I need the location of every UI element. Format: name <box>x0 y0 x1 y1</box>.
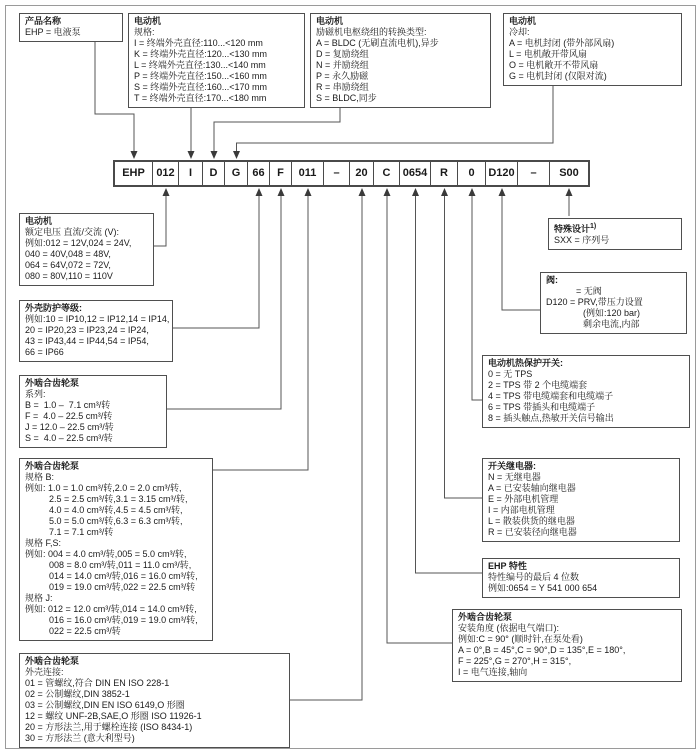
box-product-name <box>19 13 123 42</box>
code-cell-winding: D <box>203 162 225 185</box>
box-line: 冷却: <box>509 27 530 37</box>
code-cell-ip: 66 <box>248 162 270 185</box>
box-title: 电动机 <box>316 16 344 26</box>
code-cell-housing: 20 <box>350 162 374 185</box>
box-line: 019 = 19.0 cm³/转,022 = 22.5 cm³/转 <box>49 582 196 592</box>
box-line: P = 永久励磁 <box>316 71 369 81</box>
box-line: T = 终端外壳直径:170...<180 mm <box>134 93 267 103</box>
box-line: 系列: <box>25 389 46 399</box>
box-line: 008 = 8.0 cm³/转,011 = 11.0 cm³/转, <box>49 560 192 570</box>
box-title: 外啮合齿轮泵 <box>25 656 80 666</box>
code-cell-valve: D120 <box>486 162 518 185</box>
box-line: E = 外部电机管理 <box>488 494 559 504</box>
box-title: 阀: <box>546 275 558 285</box>
box-line: 30 = 方形法兰 (意大利型号) <box>25 733 135 743</box>
box-lines <box>25 314 170 358</box>
box-line: S = 终端外壳直径:160...<170 mm <box>134 82 268 92</box>
box-line: 7.1 = 7.1 cm³/转 <box>49 527 114 537</box>
connector-size-to-011 <box>208 196 308 470</box>
connector-series-to-f <box>162 196 281 409</box>
box-lines <box>25 389 161 444</box>
box-line: A = 0°,B = 45°,C = 90°,D = 135°,E = 180°, <box>458 645 626 655</box>
box-line: I = 内部电机管理 <box>488 505 555 515</box>
box-title: 外啮合齿轮泵 <box>25 461 80 471</box>
code-cell-special: S00 <box>550 162 588 185</box>
box-motor-size <box>128 13 305 108</box>
box-line: P = 终端外壳直径:150...<160 mm <box>134 71 267 81</box>
box-lines <box>488 472 674 538</box>
box-pump-size <box>19 458 213 641</box>
box-motor-winding <box>310 13 491 108</box>
box-title: 电动机 <box>134 16 162 26</box>
connector-valve-to-d120 <box>502 196 543 310</box>
box-lines <box>488 572 674 594</box>
code-cell-angle: C <box>374 162 400 185</box>
box-title: 外啮合齿轮泵 <box>25 378 80 388</box>
box-line: 规格 F,S: <box>25 538 62 548</box>
code-cell-tps: 0 <box>458 162 486 185</box>
box-line: 额定电压 直流/交流 (V): <box>25 227 119 237</box>
box-line: 特性编号的最后 4 位数 <box>488 572 580 582</box>
box-line: SXX = 序列号 <box>554 235 610 245</box>
box-lines <box>25 27 117 38</box>
box-line: S = 4.0 – 22.5 cm³/转 <box>25 433 113 443</box>
box-line: L = 终端外壳直径:130...<140 mm <box>134 60 266 70</box>
box-thermal-switch <box>482 355 690 428</box>
box-line: J = 12.0 – 22.5 cm³/转 <box>25 422 114 432</box>
box-line: D = 复励绕组 <box>316 49 369 59</box>
box-line: 064 = 64V,072 = 72V, <box>25 260 111 270</box>
box-lines <box>488 369 684 424</box>
box-housing-connection <box>19 653 290 748</box>
code-cell-pump-size: 011 <box>292 162 324 185</box>
box-lines <box>509 27 676 82</box>
box-lines <box>25 227 148 282</box>
box-line: A = 电机封闭 (带外部风扇) <box>509 38 615 48</box>
footnote-marker: 1) <box>590 223 597 230</box>
box-line: 安装角度 (依据电气端口): <box>458 623 559 633</box>
box-line: N = 并励绕组 <box>316 60 369 70</box>
box-line: 例如:C = 90° (顺时针,在泵处看) <box>458 634 583 644</box>
box-line: 0 = 无 TPS <box>488 369 533 379</box>
box-line: G = 电机封闭 (仅限对流) <box>509 71 607 81</box>
box-title-text: 特殊设计 <box>554 224 591 234</box>
box-line: R = 串励绕组 <box>316 82 369 92</box>
box-line: I = 终端外壳直径:110...<120 mm <box>134 38 263 48</box>
box-line: 12 = 螺纹 UNF-2B,SAE,O 形圈 ISO 11926-1 <box>25 711 202 721</box>
box-line: = 无阀 <box>576 286 602 296</box>
box-line: 5.0 = 5.0 cm³/转,6.3 = 6.3 cm³/转, <box>49 516 183 526</box>
box-line: 20 = IP20,23 = IP23,24 = IP24, <box>25 325 149 335</box>
box-lines <box>554 235 676 246</box>
code-cell-characteristic: 0654 <box>400 162 431 185</box>
box-line: 例如:10 = IP10,12 = IP12,14 = IP14, <box>25 314 170 324</box>
box-line: 6 = TPS 带插头和电缆端子 <box>488 402 596 412</box>
box-line: (例如:120 bar) <box>583 308 641 318</box>
box-lines <box>316 27 485 104</box>
box-special-design <box>548 218 682 250</box>
box-line: A = BLDC (无刷直流电机),异步 <box>316 38 439 48</box>
box-line: 例如:0654 = Y 541 000 654 <box>488 583 598 593</box>
box-ehp-characteristic <box>482 558 680 598</box>
box-line: L = 电机敞开带风扇 <box>509 49 587 59</box>
box-line: D120 = PRV,带压力设置 <box>546 297 643 307</box>
box-line: F = 225°,G = 270°,H = 315°, <box>458 656 572 666</box>
box-line: 例如: 012 = 12.0 cm³/转,014 = 14.0 cm³/转, <box>25 604 197 614</box>
code-cell-motor-size: I <box>179 162 203 185</box>
box-title: 外壳防护等级: <box>25 303 82 313</box>
box-title: EHP 特性 <box>488 561 527 571</box>
box-line: 规格 B: <box>25 472 55 482</box>
box-line: 016 = 16.0 cm³/转,019 = 19.0 cm³/转, <box>49 615 198 625</box>
box-line: 例如:012 = 12V,024 = 24V, <box>25 238 132 248</box>
box-line: 2.5 = 2.5 cm³/转,3.1 = 3.15 cm³/转, <box>49 494 188 504</box>
box-line: 66 = IP66 <box>25 347 64 357</box>
code-cell-product: EHP <box>115 162 153 185</box>
box-line: 外壳连接: <box>25 667 64 677</box>
box-line: 03 = 公制螺纹,DIN EN ISO 6149,O 形圈 <box>25 700 185 710</box>
box-line: R = 已安装径向继电器 <box>488 527 577 537</box>
box-title: 电动机热保护开关: <box>488 358 563 368</box>
box-line: 4.0 = 4.0 cm³/转,4.5 = 4.5 cm³/转, <box>49 505 183 515</box>
ordering-code-row <box>113 160 590 187</box>
box-line: 例如: 1.0 = 1.0 cm³/转,2.0 = 2.0 cm³/转, <box>25 483 182 493</box>
box-line: F = 4.0 – 22.5 cm³/转 <box>25 411 113 421</box>
box-line: L = 散装供货的继电器 <box>488 516 575 526</box>
box-line: EHP = 电液泵 <box>25 27 81 37</box>
box-line: 040 = 40V,048 = 48V, <box>25 249 111 259</box>
box-line: 规格: <box>134 27 155 37</box>
code-cell-cooling: G <box>225 162 248 185</box>
box-line: 剩余电流,内部 <box>583 319 640 329</box>
box-ip-rating <box>19 300 173 362</box>
box-line: 01 = 管螺纹,符合 DIN EN ISO 228-1 <box>25 678 170 688</box>
box-mounting-angle <box>452 609 682 682</box>
box-line: 例如: 004 = 4.0 cm³/转,005 = 5.0 cm³/转, <box>25 549 187 559</box>
box-lines <box>134 27 299 104</box>
box-line: K = 终端外壳直径:120...<130 mm <box>134 49 268 59</box>
box-line: 02 = 公制螺纹,DIN 3852-1 <box>25 689 130 699</box>
box-line: 4 = TPS 带电缆端套和电缆端子 <box>488 391 614 401</box>
box-line: 8 = 插头触点,热敏开关信号输出 <box>488 413 614 423</box>
box-line: B = 1.0 – 7.1 cm³/转 <box>25 400 111 410</box>
code-cell-dash-2: – <box>518 162 550 185</box>
box-valve <box>540 272 687 334</box>
box-line: 43 = IP43,44 = IP44,54 = IP54, <box>25 336 149 346</box>
connector-ip-to-66 <box>168 196 259 328</box>
box-line: 规格 J: <box>25 593 53 603</box>
box-line: I = 电气连接,轴向 <box>458 667 528 677</box>
box-title: 电动机 <box>25 216 53 226</box>
box-title: 开关继电器: <box>488 461 536 471</box>
box-motor-voltage <box>19 213 154 286</box>
connector-ehpchar-to-0654 <box>416 196 486 573</box>
box-line: 022 = 22.5 cm³/转 <box>49 626 121 636</box>
box-lines <box>546 286 681 330</box>
box-title: 电动机 <box>509 16 537 26</box>
code-cell-relay: R <box>431 162 458 185</box>
connector-housing-to-20 <box>286 196 362 700</box>
box-motor-cooling <box>503 13 682 86</box>
box-lines <box>25 472 207 637</box>
box-line: S = BLDC,同步 <box>316 93 377 103</box>
box-line: 20 = 方形法兰,用于螺栓连接 (ISO 8434-1) <box>25 722 193 732</box>
box-pump-series <box>19 375 167 448</box>
code-cell-series: F <box>270 162 292 185</box>
box-line: A = 已安装轴向继电器 <box>488 483 576 493</box>
box-line: N = 无继电器 <box>488 472 541 482</box>
box-line: 励磁机电枢绕组的转换类型: <box>316 27 427 37</box>
code-cell-dash-1: – <box>324 162 350 185</box>
box-line: 080 = 80V,110 = 110V <box>25 271 113 281</box>
box-line: O = 电机敞开不带风扇 <box>509 60 599 70</box>
box-title <box>554 221 676 235</box>
box-lines <box>458 623 676 678</box>
box-switch-relay <box>482 458 680 542</box>
connector-relay-to-r <box>445 196 486 498</box>
box-title: 产品名称 <box>25 16 62 26</box>
box-line: 2 = TPS 带 2 个电缆端套 <box>488 380 588 390</box>
box-title: 外啮合齿轮泵 <box>458 612 513 622</box>
box-lines <box>25 667 284 744</box>
code-cell-voltage: 012 <box>153 162 179 185</box>
box-line: 014 = 14.0 cm³/转,016 = 16.0 cm³/转, <box>49 571 198 581</box>
